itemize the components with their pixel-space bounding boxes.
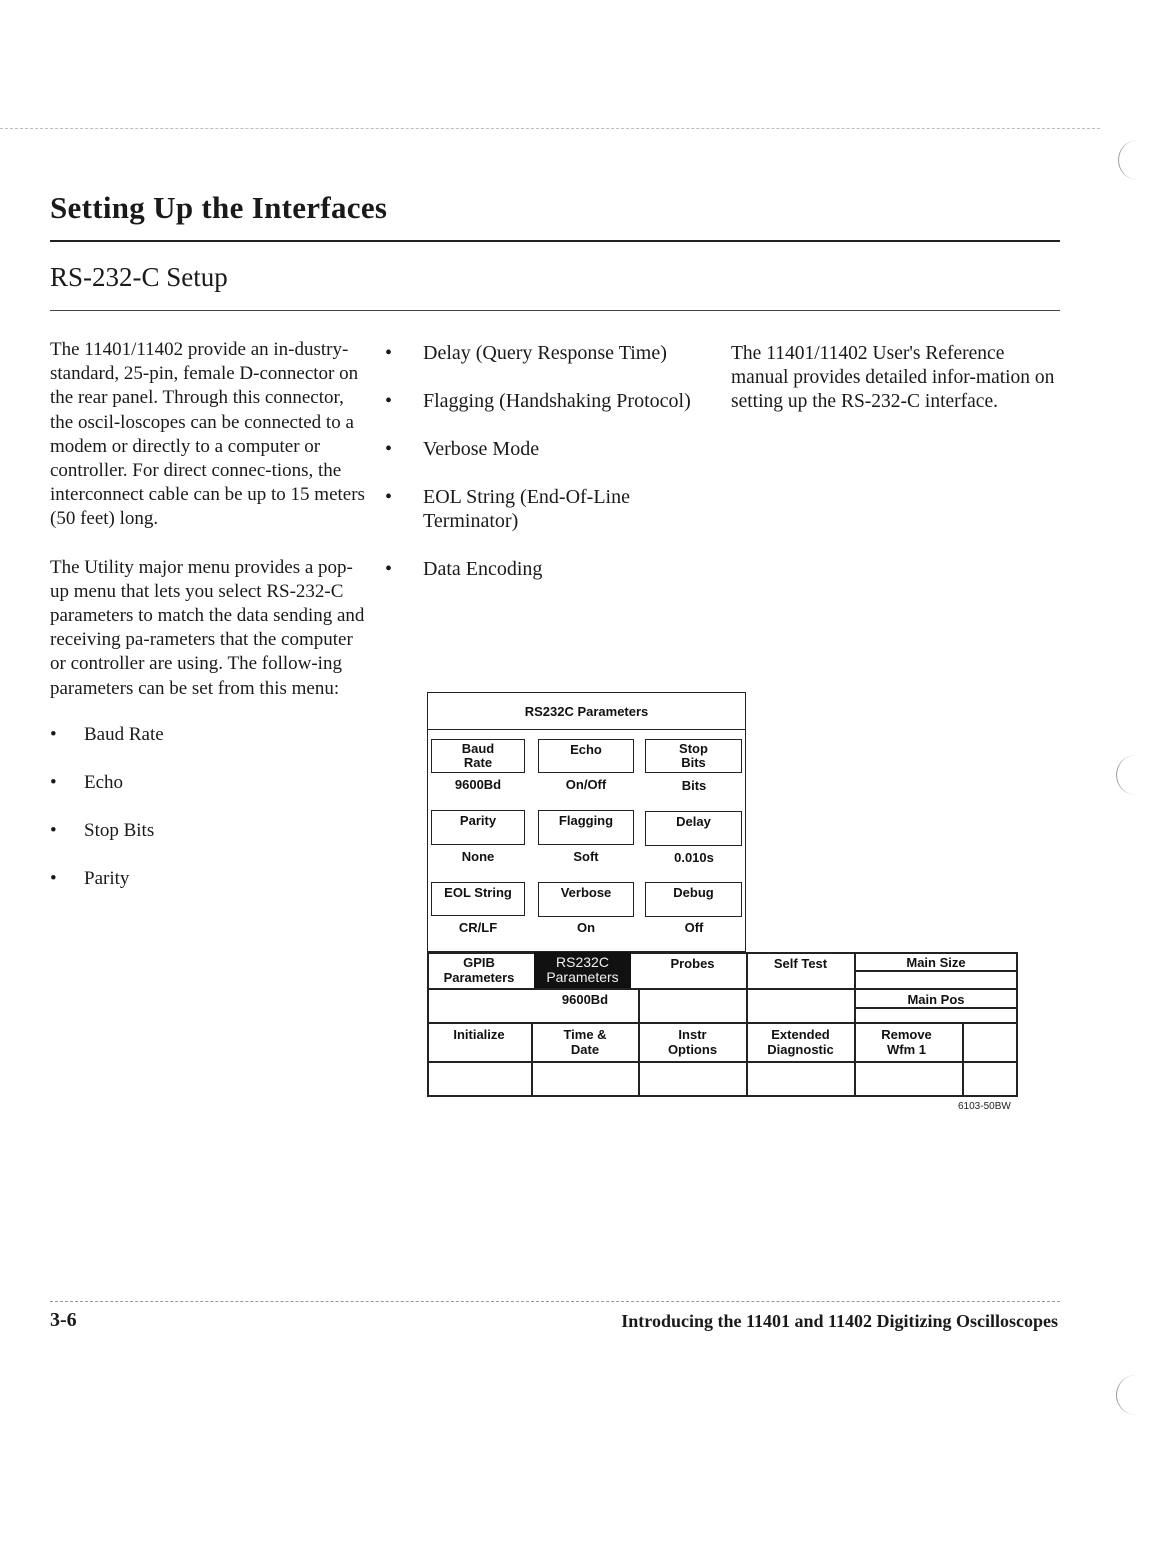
- popup-title: RS232C Parameters: [524, 704, 649, 719]
- parameter-list-continued: [385, 341, 720, 581]
- utility-major-menu: [427, 952, 1018, 1097]
- footer-rule: [50, 1301, 1060, 1302]
- column-1: [50, 338, 368, 915]
- page-number: 3-6: [50, 1309, 77, 1331]
- button-label: Stop: [679, 741, 708, 756]
- button-label: EOL String: [444, 885, 512, 900]
- remove-wfm-button[interactable]: [855, 1027, 958, 1057]
- parity-value: None: [461, 849, 495, 864]
- list-item: • Flagging (Handshaking Protocol): [385, 389, 720, 413]
- parameter-list: [50, 723, 368, 915]
- button-label: Remove: [881, 1027, 932, 1042]
- initialize-button[interactable]: Initialize: [453, 1027, 505, 1042]
- list-item: • Baud Rate: [50, 723, 368, 771]
- list-item: • Parity: [50, 867, 368, 915]
- button-label: Date: [570, 1042, 600, 1057]
- button-label: Delay: [676, 814, 711, 829]
- grid-line: [427, 1022, 1018, 1024]
- reference-paragraph: The 11401/11402 User's Reference manual provides detailed infor-mation on setting up the RS-232-C interface.: [731, 343, 1055, 413]
- time-date-button[interactable]: [532, 1027, 638, 1057]
- title-rule: [50, 240, 1060, 242]
- rs232c-baud-value: 9600Bd: [561, 992, 609, 1007]
- button-label: Echo: [570, 742, 602, 757]
- grid-line: [427, 952, 1018, 954]
- flagging-value: Soft: [573, 849, 599, 864]
- button-label: Verbose: [560, 885, 612, 900]
- grid-line: [854, 970, 1018, 972]
- verbose-value: On: [576, 920, 596, 935]
- button-label: GPIB: [463, 955, 495, 970]
- button-label: Parameters: [546, 969, 619, 985]
- page-title: Setting Up the Interfaces: [50, 190, 388, 225]
- column-3: [731, 342, 1061, 415]
- self-test-button[interactable]: Self Test: [773, 956, 828, 971]
- button-label: Rate: [463, 755, 493, 770]
- grid-line: [746, 952, 748, 1097]
- grid-line: [427, 988, 1018, 990]
- debug-button[interactable]: [645, 882, 742, 917]
- gpib-parameters-button[interactable]: [427, 955, 531, 985]
- button-label: Bits: [681, 755, 706, 770]
- rs232c-parameters-button[interactable]: [534, 952, 631, 988]
- button-label: Debug: [673, 885, 714, 900]
- popup-divider: [428, 729, 745, 730]
- list-item: • Stop Bits: [50, 819, 368, 867]
- main-pos-button[interactable]: Main Pos: [907, 992, 965, 1007]
- button-label: Options: [667, 1042, 718, 1057]
- section-title: RS-232-C Setup: [50, 262, 228, 292]
- utility-paragraph: The Utility major menu provides a pop-up menu that lets you select RS-232-C parameters to match the data sending and receiving pa-rameters that the computer or controller are using. The follow-ing parameters can be set from this menu:: [50, 556, 365, 699]
- probes-button[interactable]: Probes: [670, 956, 715, 971]
- list-item: • Data Encoding: [385, 557, 720, 581]
- list-item: • Verbose Mode: [385, 437, 720, 461]
- button-label: Extended: [771, 1027, 830, 1042]
- button-label: Baud: [461, 741, 495, 756]
- grid-line: [1016, 952, 1018, 1097]
- debug-value: Off: [684, 920, 704, 935]
- flagging-button[interactable]: [538, 810, 634, 845]
- button-label: Instr: [678, 1027, 707, 1042]
- delay-button[interactable]: [645, 811, 742, 846]
- section-rule: [50, 310, 1060, 311]
- figure-reference: 6103-50BW: [958, 1101, 1011, 1112]
- list-item: • Delay (Query Response Time): [385, 341, 720, 365]
- button-label: Diagnostic: [767, 1042, 834, 1057]
- button-label: Time &: [563, 1027, 607, 1042]
- grid-line: [962, 1022, 964, 1097]
- echo-value: On/Off: [565, 777, 607, 792]
- main-size-button[interactable]: Main Size: [906, 955, 966, 970]
- stop-bits-button[interactable]: [645, 739, 742, 773]
- button-label: RS232C: [556, 954, 609, 970]
- top-scan-line: [0, 128, 1100, 129]
- footer-title: Introducing the 11401 and 11402 Digitizing Oscilloscopes: [621, 1311, 1058, 1331]
- button-label: Flagging: [558, 813, 614, 828]
- baud-rate-value: 9600Bd: [454, 777, 502, 792]
- button-label: Parity: [459, 813, 497, 828]
- echo-button[interactable]: [538, 739, 634, 773]
- stop-bits-value: Bits: [681, 778, 707, 793]
- extended-diagnostic-button[interactable]: [747, 1027, 854, 1057]
- grid-line: [854, 952, 856, 1097]
- intro-paragraph: The 11401/11402 provide an in-dustry-standard, 25-pin, female D-connector on the rear panel. Through this connector, the oscil-loscopes can be connected to a modem or directly to a computer or controller. For direct connec-tions, the interconnect cable can be up to 15 meters (50 feet) long.: [50, 339, 365, 530]
- column-2: [385, 341, 720, 605]
- grid-line: [427, 1061, 1018, 1063]
- eol-string-value: CR/LF: [458, 920, 498, 935]
- eol-string-button[interactable]: [431, 882, 525, 916]
- margin-mark: [1116, 755, 1143, 795]
- margin-mark: [1116, 1375, 1143, 1415]
- instr-options-button[interactable]: [639, 1027, 746, 1057]
- rs232c-popup-menu: [427, 692, 746, 952]
- parity-button[interactable]: [431, 810, 525, 845]
- grid-line: [427, 1095, 1018, 1097]
- baud-rate-button[interactable]: [431, 739, 525, 773]
- verbose-button[interactable]: [538, 882, 634, 917]
- grid-line: [854, 1007, 1018, 1009]
- button-label: Parameters: [443, 970, 515, 985]
- list-item: • EOL String (End-Of-Line Terminator): [385, 485, 720, 533]
- button-label: Wfm 1: [887, 1042, 926, 1057]
- delay-value: 0.010s: [674, 850, 714, 865]
- margin-mark: [1118, 140, 1145, 180]
- list-item: • Echo: [50, 771, 368, 819]
